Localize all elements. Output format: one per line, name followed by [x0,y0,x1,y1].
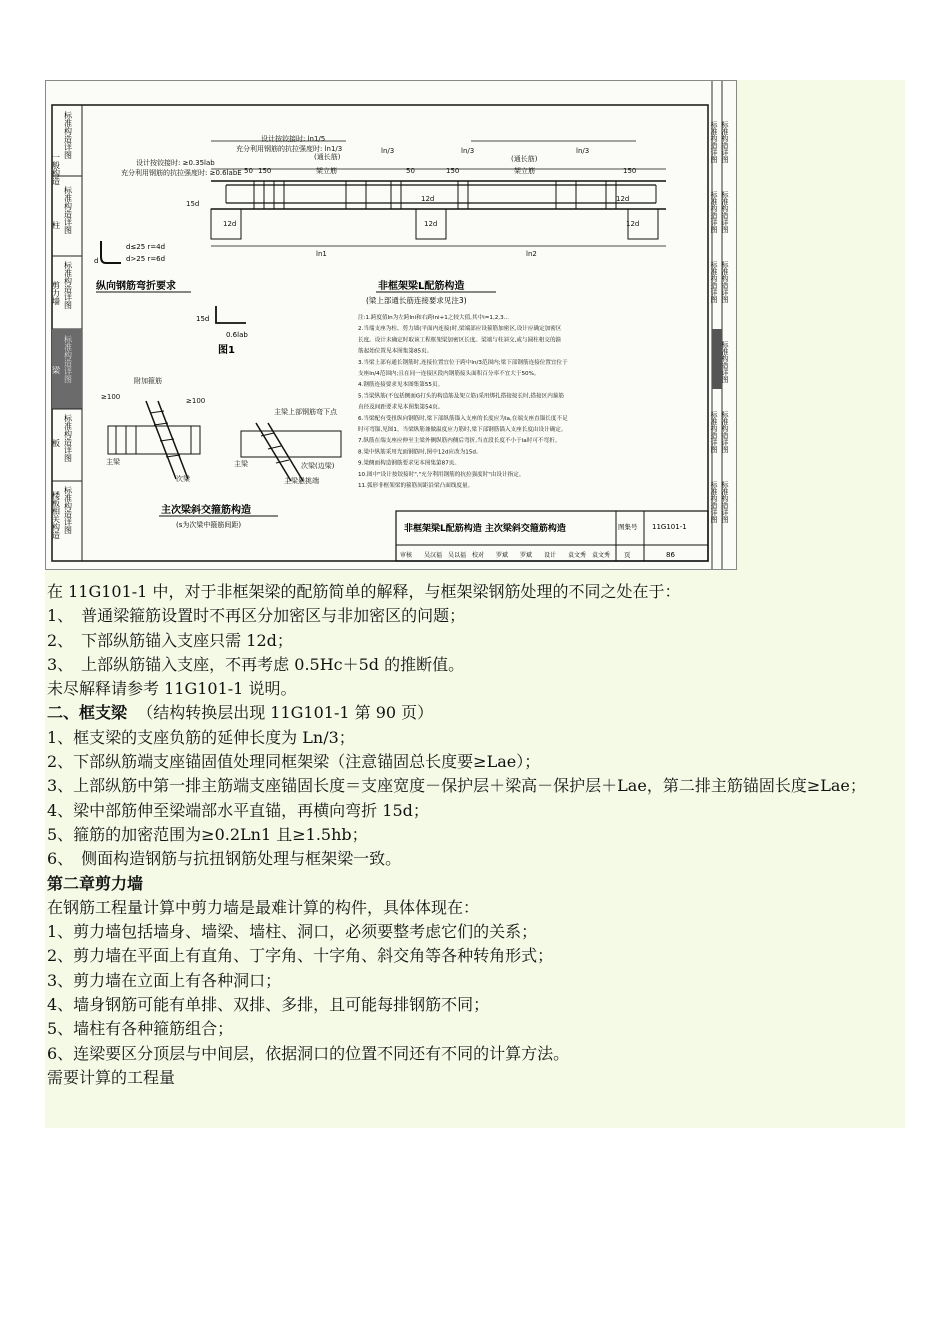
list-item: 5、箍筋的加密范围为≥0.2Ln1 且≥1.5hb； [47,824,368,844]
note-line: 5.当梁纵筋(不包括侧面G打头的构造筋及架立筋)采用绑扎搭接接长时,搭接区内箍筋 [358,393,565,400]
note-line: 11.弧形非框架梁的箍筋间距沿梁凸面线度量。 [358,483,474,489]
title-block-cell: 袁文秀 [568,552,587,559]
sidebar-label-6: 楼板相关构造 [51,491,61,539]
ln3-label-3: ln/3 [576,147,590,155]
stirrup-left [108,401,200,479]
note-line: 时可弯锚,见图1。当梁纵筋兼做温度应力筋时,梁下部钢筋锚入支座长度由设计确定。 [358,427,567,433]
list-item: 1、框支梁的支座负筋的延伸长度为 Ln/3； [47,727,355,747]
right-tab-5: 标准构造详图 [710,481,718,523]
ln1-label: ln1 [316,250,327,258]
zhuliang-label-1: 主梁 [106,458,120,466]
beam-subtitle: (梁上部通长筋连接要求见注3) [366,296,467,305]
fig1-label: 图1 [218,345,235,356]
zhu-xuan-label: 主梁悬挑端 [284,477,319,485]
dim-12d-1: 12d [223,220,237,228]
tb-title: 非框架梁L配筋构造 主次梁斜交箍筋构造 [404,524,566,534]
title-block [396,511,708,561]
note-line: 9.梁侧面构造钢筋要求见本图集第87页。 [358,460,460,467]
list-item: 4、梁中部筋伸至梁端部水平直锚，再横向弯折 15d； [47,800,429,820]
title-block-cell: 吴以福 [448,552,467,559]
title-block-cell: 吴汉福 [424,552,443,559]
note-line: 筋起始位置见本图集第85页。 [358,348,433,355]
note-line: 10.图中"设计按铰接时","充分利用钢筋的抗拉强度时"由设计指定。 [358,471,525,478]
right-tab-11: 标准构造详图 [721,481,729,523]
stirrup-subtitle: (s为次梁中箍筋间距) [176,521,242,529]
list-item: 6、连梁要区分顶层与中间层，依据洞口的位置不同还有不同的计算方法。 [47,1043,570,1063]
list-item: 2、剪力墙在平面上有直角、丁字角、十字角、斜交角等各种转角形式； [47,946,554,966]
jia-label-1: 架立筋 [316,167,337,175]
right-tab-1: 标准构造详图 [710,121,718,163]
paragraph: 需要计算的工程量 [47,1067,176,1087]
sidebar-std-1: 标准构造详图 [63,111,73,159]
tb-page-label: 页 [624,551,631,559]
note-line: 3.当梁上部有通长钢筋时,连接位置宜位于跨中ln/3范围内;梁下部钢筋连接位置宜位于 [358,359,568,366]
bend-r1: d≤25 r=4d [126,243,166,251]
tong-label-2: (通长筋) [511,155,538,163]
paragraph: 在钢筋工程量计算中剪力墙是最难计算的构件，具体体现在： [47,897,480,917]
ln3-label-2: ln/3 [461,147,475,155]
section-heading-bold: 二、框支梁 [47,703,128,723]
right-tab-3: 标准构造详图 [710,261,718,303]
right-tab-8: 标准构造详图 [721,261,729,303]
bend-title: 纵向钢筋弯折要求 [96,281,176,292]
ann-top-1: 设计按铰接时: ln1/5 [261,135,326,143]
stirrup-right [241,423,341,481]
beam-title: 非框架梁L配筋构造 [378,281,465,292]
right-tab-9: 标准构造详图 [721,341,729,383]
fig1-15d: 15d [196,315,210,323]
fujia-label: 附加箍筋 [134,377,162,385]
bend-r2: d>25 r=6d [126,255,166,263]
note-line: 直径及间距要求见本图集第54页。 [358,404,444,411]
fig1-dim: 0.6lab [226,331,248,339]
sidebar-label-5: 板 [51,439,61,447]
title-block-cell: 审核 [400,552,413,559]
right-tab-10: 标准构造详图 [721,411,729,453]
dim-100-right: ≥100 [186,397,206,405]
list-item: 2、下部纵筋端支座锚固值处理同框架梁（注意锚固总长度要≥Lae）； [47,752,541,772]
zhuliang-label-2: 主梁 [234,460,248,468]
list-item: 4、墙身钢筋可能有单排、双排、多排，且可能每排钢筋不同； [47,995,490,1015]
note-line: 8.梁中纵筋采用光面钢筋时,图中12d应改为15d。 [358,449,482,456]
sidebar-std-5: 标准构造详图 [63,414,73,462]
list-item: 1、剪力墙包括墙身、墙梁、墙柱、洞口，必须要整考虑它们的关系； [47,922,538,942]
tb-page: 86 [666,551,675,559]
tb-atlas: 11G101-1 [652,523,687,531]
fig1-detail [196,306,248,356]
right-tab-6: 标准构造详图 [721,121,729,163]
list-item: 3、 上部纵筋锚入支座，不再考虑 0.5Hc＋5d 的推断值。 [47,654,465,674]
right-tab-4: 标准构造详图 [710,411,718,453]
title-block-cell: 罗斌 [496,552,509,559]
dim-100-left: ≥100 [101,393,121,401]
bend-detail [94,241,191,292]
dim-15d: 15d [186,200,200,208]
sidebar-cells [51,110,83,540]
dim-150-2: 150 [446,167,460,175]
note-line: 未尽解释请参考 11G101-1 说明。 [47,679,297,699]
tb-atlas-label: 图集号 [618,523,638,531]
list-item: 5、墙柱有各种箍筋组合； [47,1019,234,1039]
sidebar-label-2: 柱 [51,221,61,229]
stirrup-title: 主次梁斜交箍筋构造 [161,505,251,516]
dim-12d-5: 12d [626,220,640,228]
title-block-cell: 袁文秀 [592,552,611,559]
beam-labels [121,134,639,258]
ann-left-1: 设计按铰接时: ≥0.35lab [136,159,215,167]
ln2-label: ln2 [526,250,537,258]
tong-label-1: (通长筋) [314,153,341,161]
intro-paragraph: 在 11G101-1 中，对于非框架梁的配筋简单的解释，与框架梁钢筋处理的不同之处在于： [47,582,681,601]
list-item: 6、 侧面构造钢筋与抗扭钢筋处理与框架梁一致。 [47,849,402,869]
title-block-cell: 校对 [472,552,485,559]
dim-12d-2: 12d [421,195,435,203]
list-item: 3、剪力墙在立面上有各种洞口； [47,970,282,990]
list-item: 3、上部纵筋中第一排主筋端支座锚固长度＝支座宽度－保护层＋梁高－保护层＋Lae，第二排主筋锚固长度≥Lae； [47,776,866,796]
zhu-top-label: 主梁上部钢筋弯下点 [274,408,337,416]
dim-12d-4: 12d [616,195,630,203]
sidebar-std-6: 标准构造详图 [63,486,73,534]
scanned-drawing [45,80,737,570]
note-line: 6.当梁配有受扭纵向钢筋时,梁下部纵筋锚入支座的长度应为la,在端支座直锚长度不足 [358,415,568,422]
section-heading-note: （结构转换层出现 11G101-1 第 90 页） [137,703,434,723]
sidebar-label-3: 剪力墙 [51,281,61,305]
title-block-cell: 罗斌 [520,552,533,559]
notes-block [358,313,568,489]
dim-150-3: 150 [623,167,637,175]
sidebar-label-4: 梁 [51,366,61,374]
jia-label-2: 架立筋 [514,167,535,175]
dim-50-2: 50 [406,167,415,175]
right-tab-2: 标准构造详图 [710,191,718,233]
list-item: 2、 下部纵筋锚入支座只需 12d； [47,630,293,650]
note-line: 2.当端支座为柱、剪力墙(平面内连接)时,梁端部应设箍筋加密区,设计应确定加密区 [358,326,562,333]
note-line: 7.纵筋在端支座应伸至主梁外侧纵筋内侧后弯折,当直段长度不小于la时可不弯折。 [358,438,561,445]
title-block-cell: 设计 [544,552,557,559]
note-line: 4.钢筋连接要求见本图集第55页。 [358,382,444,389]
section-heading [47,701,897,725]
dim-12d-3: 12d [424,220,438,228]
beam-elevation [211,141,666,246]
bend-d: d [94,257,99,265]
ln3-label-1: ln/3 [381,147,395,155]
ciliang-label-1: 次梁 [176,475,190,483]
sidebar-std-3: 标准构造详图 [63,261,73,309]
dim-50-1: 50 [244,167,253,175]
document-text [47,580,897,1090]
drawing-svg [46,81,736,569]
dim-150-1: 150 [258,167,272,175]
ann-left-2: 充分利用钢筋的抗拉强度时: ≥0.6labE [121,169,242,177]
note-line: 支座ln/4范围内;且在同一连接区段内钢筋接头面积百分率不宜大于50%。 [358,371,540,377]
note-line: 注:1.跨度值ln为左跨lni和右跨lni+1之较大值,其中i=1,2,3... [358,315,509,321]
right-tab-7: 标准构造详图 [721,191,729,233]
ann-top-2: 充分利用钢筋的抗拉强度时: ln1/3 [236,145,343,153]
ciliang-edge-label: 次梁(边梁) [301,462,335,470]
sidebar-std-2: 标准构造详图 [63,186,73,234]
list-item: 1、 普通梁箍筋设置时不再区分加密区与非加密区的问题； [47,606,466,626]
chapter-heading: 第二章剪力墙 [47,873,144,893]
note-line: 长度。设计未确定时取该工程框架梁加密区长度。梁端与柱斜交,或与圆柱相交的箍 [358,337,562,344]
sidebar-std-4: 标准构造详图 [63,335,73,383]
sidebar-label-1: 一般构造 [51,153,61,185]
